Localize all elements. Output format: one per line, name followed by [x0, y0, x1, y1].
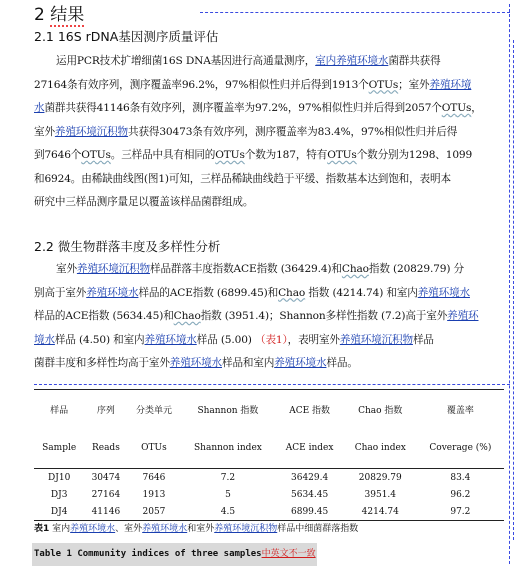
table-header-en: [34, 428, 504, 469]
paragraph-line: [34, 50, 506, 74]
revision-margin-line: [509, 4, 510, 564]
table-cell: 4.5: [180, 503, 275, 521]
table-cell: 27164: [91, 489, 121, 500]
table-cell: 5634.45: [291, 489, 329, 500]
spellcheck-term: OTUs: [215, 149, 245, 161]
text-run: 样品 (4.50) 和室内: [54, 333, 145, 346]
heading-number: 2: [34, 5, 45, 25]
table-cell: Reads: [84, 428, 127, 469]
table-cell: DJ4: [34, 503, 84, 521]
table-cell: 序列: [84, 390, 127, 429]
text-run: 样品的ACE指数 (5634.45)和: [34, 310, 174, 322]
table-cell: Shannon index: [180, 428, 275, 469]
hyperlink-term[interactable]: 养殖环境沉积物: [76, 263, 150, 275]
table-cell: 2057: [127, 503, 180, 521]
text-run: 样品 (5.00): [196, 333, 255, 346]
spellcheck-term: OTUs: [327, 149, 357, 161]
section-2-1-paragraph: [34, 50, 506, 215]
paragraph-line: [34, 329, 506, 353]
text-run: ；室外: [398, 78, 430, 91]
hyperlink-term[interactable]: 水: [34, 102, 45, 114]
table-cell: 4214.74: [344, 503, 417, 521]
table-header-cn: [34, 390, 504, 429]
table-cell: ACE 指数: [275, 390, 343, 429]
table-cell: DJ3: [50, 489, 68, 500]
text-run: 到7646个: [34, 149, 82, 161]
table-cell: Shannon 指数: [180, 390, 275, 429]
text-run: 样品中细菌群落指数: [277, 524, 359, 534]
caption-label: 表1: [34, 524, 50, 534]
text-run: 和室外: [187, 524, 215, 534]
table-cell: ACE index: [275, 428, 343, 469]
table-cell: 20829.79: [358, 472, 402, 483]
spellcheck-term: Chao: [173, 310, 201, 322]
revision-line: [200, 12, 510, 13]
text-run: 和6924。由稀缺曲线图(图1)可知，三样品稀缺曲线趋于平缓、指数基本达到饱和，表明本: [34, 172, 451, 185]
paragraph-line: [34, 258, 506, 282]
section-2-2-paragraph: [34, 258, 506, 376]
text-run: 共获得30473条有效序列，测序覆盖率为83.4%，97%相似性归并后得: [128, 125, 458, 138]
text-run: 菌群丰度和多样性均高于室外: [34, 357, 170, 369]
text-run: 样品的ACE指数 (6899.45)和: [138, 286, 279, 299]
text-run: 指数 (3951.4)；Shannon多样性指数 (7.2)高于室外: [200, 310, 448, 322]
table-cell: 36429.4: [291, 472, 329, 483]
table-cell: OTUs: [127, 428, 180, 469]
revision-margin-line-2: [513, 40, 514, 540]
hyperlink-term[interactable]: 养殖环: [447, 310, 479, 322]
hyperlink-term[interactable]: 养殖环境沉积物: [214, 524, 278, 534]
text-run: 样品。: [326, 357, 358, 369]
spellcheck-term: Chao: [278, 286, 306, 299]
text-run: 。三样品中具有相同的: [110, 149, 216, 161]
caption-en-text: Table 1 Community indices of three samples: [34, 549, 262, 559]
hyperlink-term[interactable]: 养殖环境水: [142, 524, 188, 534]
hyperlink-term[interactable]: 养殖环境水: [417, 286, 470, 299]
paragraph-line: [34, 191, 506, 215]
table-cell: 覆盖率: [417, 390, 504, 429]
paragraph-line: [34, 121, 506, 145]
table-cell: 5: [225, 489, 231, 500]
hyperlink-term[interactable]: 养殖环境水: [274, 357, 327, 369]
table-cell: 分类单元: [127, 390, 180, 429]
text-run: 、室外: [115, 524, 143, 534]
hyperlink-term[interactable]: 养殖环境沉积物: [54, 125, 128, 138]
table-cell: 7.2: [220, 472, 236, 483]
spellcheck-term: OTUs: [368, 78, 399, 91]
caption-en-note: 中英文不一致: [261, 549, 316, 559]
hyperlink-term[interactable]: 养殖环境水: [86, 286, 139, 299]
paragraph-line: [34, 144, 506, 168]
hyperlink-term[interactable]: 养殖环境水: [144, 333, 197, 346]
text-run: 指数 (20829.79) 分: [368, 263, 464, 275]
table-cell: 7646: [142, 472, 166, 483]
text-run: 样品和室内: [222, 357, 275, 369]
table-cell: Coverage (%): [417, 428, 504, 469]
table-cell: 6899.45: [275, 503, 343, 521]
text-run: 室内: [49, 524, 71, 534]
table-cell: Chao 指数: [344, 390, 417, 429]
table-caption-en: [32, 543, 317, 566]
community-indices-table: [34, 389, 504, 521]
hyperlink-term[interactable]: 养殖环境沉积物: [339, 333, 413, 346]
text-run: 样品群落丰度指数ACE指数 (36429.4)和: [150, 263, 342, 275]
text-run: 研究中三样品测序量足以覆盖该样品菌群组成。: [34, 196, 254, 208]
text-run: 样品: [412, 333, 434, 346]
section-2-1-title: 2.1 16S rDNA基因测序质量评估: [34, 29, 219, 44]
text-run: 菌群共获得: [388, 55, 441, 67]
table-cell: DJ10: [48, 472, 71, 483]
text-run: 个数分别为1298、1099: [356, 149, 473, 161]
table-cell: Sample: [34, 428, 84, 469]
paragraph-line: [34, 74, 506, 98]
paragraph-line: [34, 97, 506, 121]
text-run: 室外: [34, 125, 55, 138]
hyperlink-term[interactable]: 养殖环境水: [70, 524, 116, 534]
table-cell: 30474: [91, 472, 121, 483]
table-row: [34, 503, 504, 521]
text-run: 27164条有效序列，测序覆盖率96.2%，97%相似性归并后得到1913个: [34, 78, 369, 91]
text-run: ，: [471, 102, 482, 114]
table-cell: 96.2: [450, 489, 471, 500]
spellcheck-term: OTUs: [81, 149, 111, 161]
paragraph-line: [34, 305, 506, 329]
section-2-2-title: 2.2 微生物群落丰度及多样性分析: [34, 239, 221, 254]
paragraph-line: [34, 282, 506, 306]
spellcheck-term: Chao: [341, 263, 369, 275]
table-cell: Chao index: [344, 428, 417, 469]
hyperlink-term[interactable]: 室内养殖环境水: [315, 55, 389, 67]
text-run: 室外: [56, 263, 77, 275]
paragraph-line: [34, 168, 506, 192]
text-run: 指数 (4214.74) 和室内: [305, 286, 418, 299]
hyperlink-term[interactable]: 境水: [34, 333, 55, 346]
text-run: ，表明室外: [287, 333, 340, 346]
text-run: 别高于室外: [34, 286, 87, 299]
text-run: 菌群共获得41146条有效序列，测序覆盖率为97.2%，97%相似性归并后得到2057个: [44, 102, 442, 114]
section-heading: [34, 0, 84, 25]
table-cell: 83.4: [450, 472, 471, 483]
hyperlink-term[interactable]: 养殖环境水: [169, 357, 222, 369]
table-cell: 1913: [142, 489, 166, 500]
heading-text: 结果: [50, 5, 85, 25]
table-row: [34, 486, 504, 503]
spellcheck-term: OTUs: [441, 102, 472, 114]
table-cell: 样品: [34, 390, 84, 429]
paragraph-line: [34, 352, 506, 376]
table-row: [34, 469, 504, 487]
table-cell: 3951.4: [364, 489, 397, 500]
table-reference: （表1）: [255, 333, 288, 346]
table-caption-cn: [34, 521, 358, 534]
revision-line-table: [34, 384, 510, 385]
table-cell: 41146: [84, 503, 127, 521]
text-run: 个数为187，特有: [244, 149, 328, 161]
hyperlink-term[interactable]: 养殖环境: [429, 78, 472, 91]
table-cell: 97.2: [417, 503, 504, 521]
text-run: 运用PCR技术扩增细菌16S DNA基因进行高通量测序，: [56, 55, 316, 67]
